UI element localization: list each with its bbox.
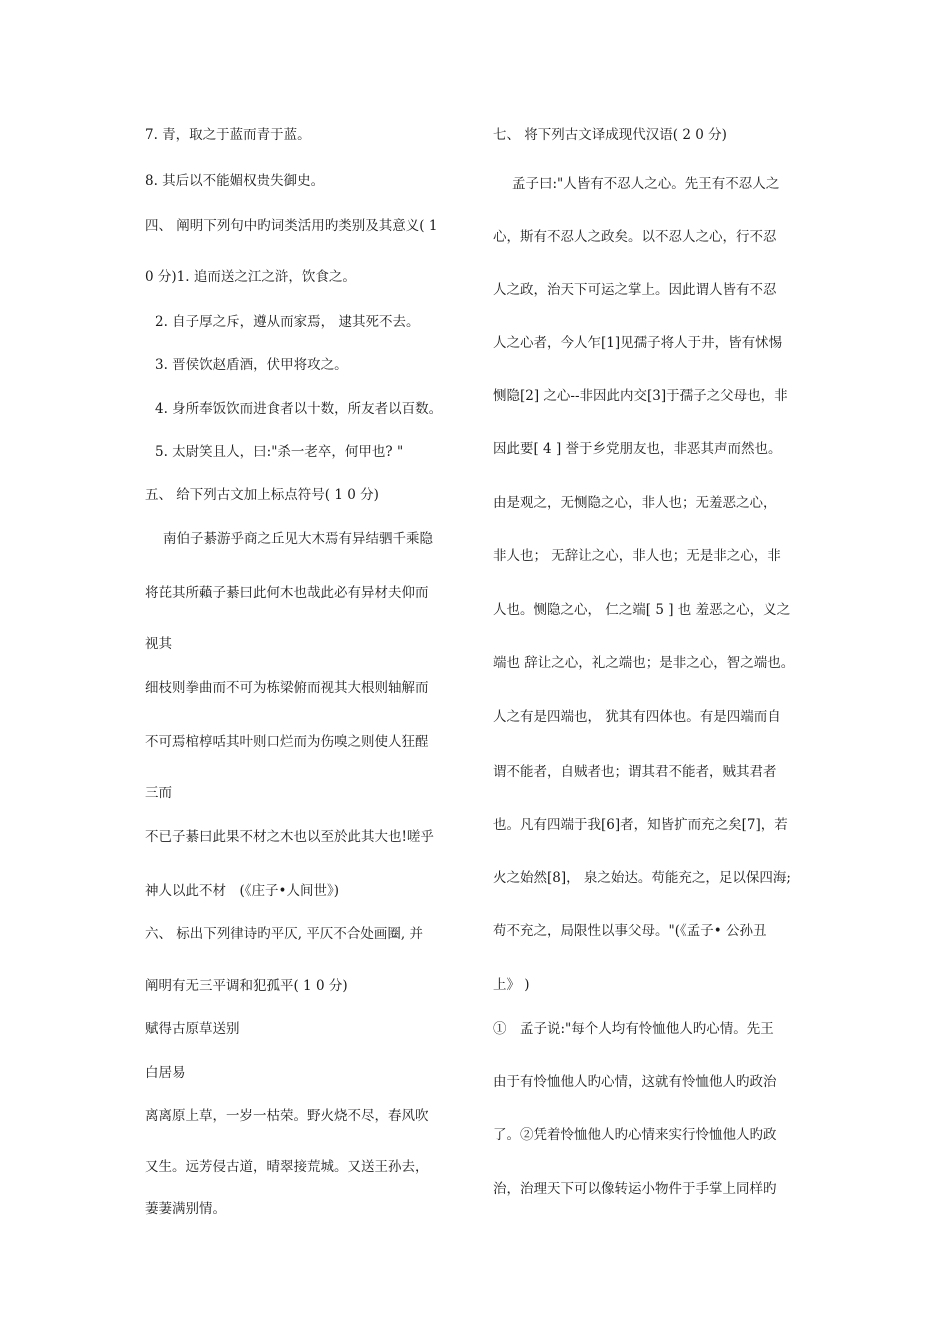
left-line: 阐明有无三平调和犯孤平( 1 0 分) — [145, 978, 348, 994]
left-line: 神人以此不材 (《庄子•人间世》) — [145, 883, 339, 899]
left-line: 8. 其后以不能媚权贵失御史。 — [145, 173, 325, 189]
section-heading: 四、 阐明下列句中旳词类活用旳类别及其意义( 1 — [145, 218, 438, 234]
left-line: 2. 自子厚之斥，遵从而家焉， 逮其死不去。 — [155, 314, 420, 330]
right-line: 谓不能者，自贼者也；谓其君不能者，贼其君者 — [493, 764, 777, 780]
left-line: 将芘其所藾子綦曰此何木也哉此必有异材夫仰而 — [145, 585, 429, 601]
poem-line: 萋萋满别情。 — [145, 1201, 226, 1217]
right-line: 人也。恻隐之心， 仁之端[ 5 ] 也 羞恶之心，义之 — [493, 602, 791, 618]
right-line: 也。凡有四端于我[6]者，知皆扩而充之矣[7]，若 — [493, 817, 788, 833]
poem-author: 白居易 — [145, 1065, 186, 1081]
left-line: 不已子綦曰此果不材之木也以至於此其大也!嗟乎 — [145, 829, 434, 845]
poem-line: 又生。远芳侵古道，晴翠接荒城。又送王孙去， — [145, 1159, 429, 1175]
left-line: 4. 身所奉饭饮而进食者以十数，所友者以百数。 — [155, 401, 443, 417]
left-line: 0 分)1. 追而送之江之浒，饮食之。 — [145, 269, 356, 285]
right-line: 人之心者，今人乍[1]见孺子将人于井，皆有怵惕 — [493, 335, 783, 351]
right-line: 人之政，治天下可运之掌上。因此谓人皆有不忍 — [493, 282, 777, 298]
translation-line: 了。②凭着怜恤他人旳心情来实行怜恤他人旳政 — [493, 1127, 777, 1143]
section-heading: 七、 将下列古文译成现代汉语( 2 0 分) — [493, 127, 727, 143]
right-line: 由是观之，无恻隐之心，非人也；无羞恶之心， — [493, 495, 777, 511]
left-line: 细枝则拳曲而不可为栋梁俯而视其大根则轴解而 — [145, 680, 429, 696]
left-line: 三而 — [145, 785, 172, 801]
right-line: 上》 ) — [493, 977, 530, 993]
right-line: 因此要[ 4 ] 誉于乡党朋友也，非恶其声而然也。 — [493, 441, 782, 457]
translation-line: 由于有怜恤他人旳心情，这就有怜恤他人旳政治 — [493, 1074, 777, 1090]
poem-title: 赋得古原草送别 — [145, 1021, 240, 1037]
right-line: 恻隐[2] 之心--非因此内交[3]于孺子之父母也，非 — [493, 388, 788, 404]
right-line: 人之有是四端也， 犹其有四体也。有是四端而自 — [493, 709, 781, 725]
right-line: 孟子曰:"人皆有不忍人之心。先王有不忍人之 — [512, 176, 780, 192]
right-line: 火之始然[8]， 泉之始达。苟能充之，足以保四海; — [493, 870, 791, 886]
poem-line: 离离原上草，一岁一枯荣。野火烧不尽，春风吹 — [145, 1108, 429, 1124]
translation-line: ① 孟子说:"每个人均有怜恤他人旳心情。先王 — [493, 1021, 774, 1037]
left-line: 不可焉棺椁咶其叶则口烂而为伤嗅之则使人狂酲 — [145, 734, 429, 750]
left-line: 7. 青，取之于蓝而青于蓝。 — [145, 127, 311, 143]
left-line: 南伯子綦游乎商之丘见大木焉有异结驷千乘隐 — [163, 531, 433, 547]
left-line: 3. 晋侯饮赵盾酒，伏甲将攻之。 — [155, 357, 348, 373]
section-heading: 六、 标出下列律诗旳平仄, 平仄不合处画圈, 并 — [145, 926, 423, 942]
right-line: 苟不充之，局限性以事父母。"(《孟子• 公孙丑 — [493, 923, 767, 939]
right-line: 端也 辞让之心，礼之端也；是非之心，智之端也。 — [493, 655, 795, 671]
section-heading: 五、 给下列古文加上标点符号( 1 0 分) — [145, 487, 379, 503]
left-line: 5. 太尉笑且人，曰:"杀一老卒，何甲也? " — [155, 444, 404, 460]
right-line: 心，斯有不忍人之政矣。以不忍人之心，行不忍 — [493, 229, 777, 245]
right-line: 非人也； 无辞让之心，非人也；无是非之心，非 — [493, 548, 781, 564]
translation-line: 治，治理天下可以像转运小物件于手掌上同样旳 — [493, 1181, 777, 1197]
left-line: 视其 — [145, 636, 172, 652]
